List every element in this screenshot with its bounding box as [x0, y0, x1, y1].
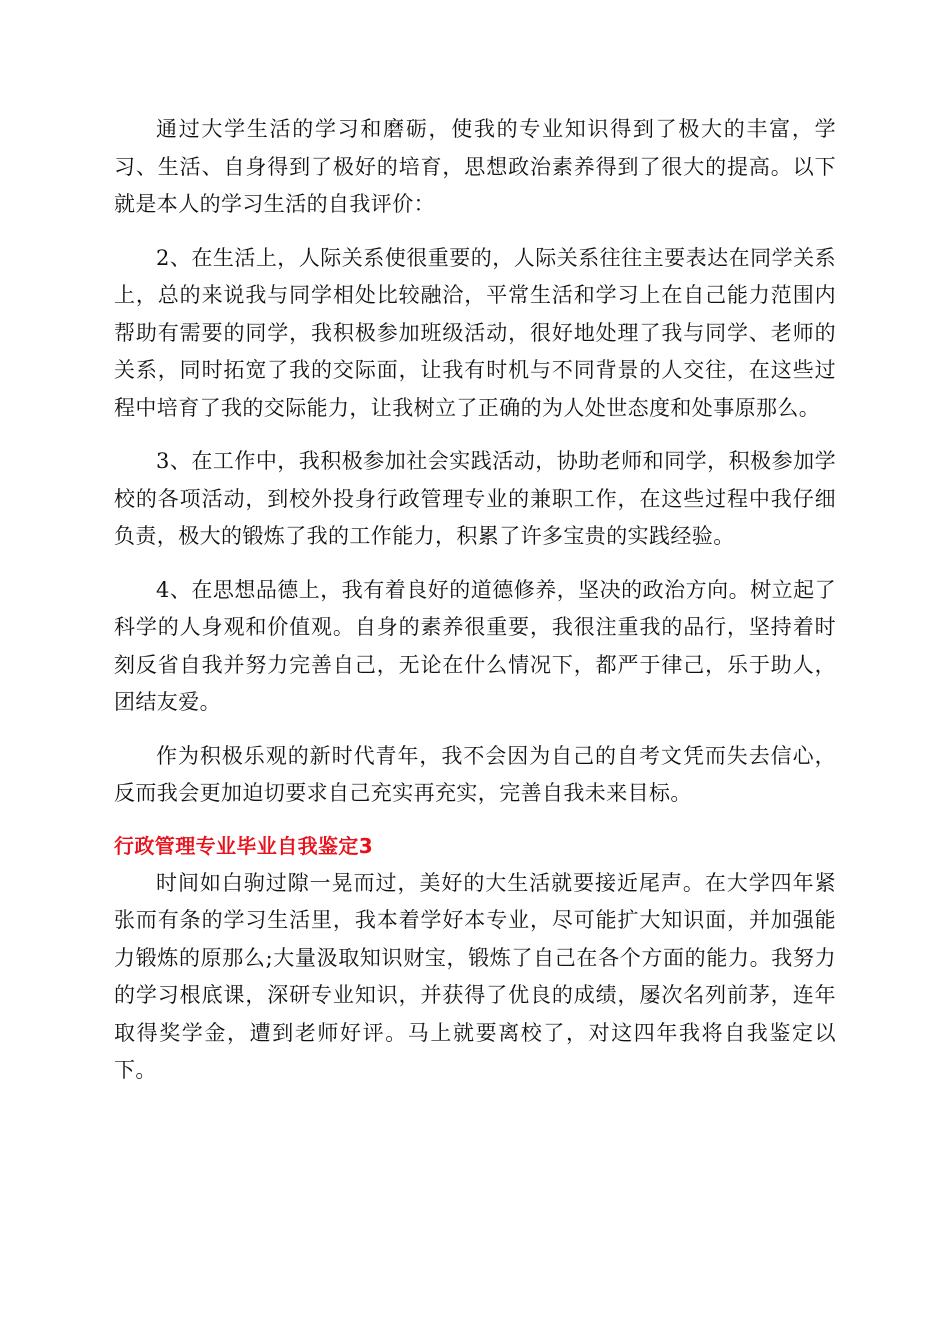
paragraph-work: 3、在工作中，我积极参加社会实践活动，协助老师和同学，积极参加学校的各项活动，到校外投身行政管理专业的兼职工作，在这些过程中我仔细负责，极大的锻炼了我的工作能力，积累了许多宝贵的实践经验。	[114, 449, 836, 548]
paragraph-section-intro: 时间如白驹过隙一晃而过，美好的大生活就要接近尾声。在大学四年紧张而有条的学习生活里，我本着学好本专业，尽可能扩大知识面，并加强能力锻炼的原那么;大量汲取知识财宝，锻炼了自己在各个方面的能力。我努力的学习根底课，深研专业知识，并获得了优良的成绩，屡次名列前茅，连年取得奖学金，遭到老师好评。马上就要离校了，对这四年我将自我鉴定以下。	[114, 870, 836, 1082]
section-heading: 行政管理专业毕业自我鉴定3	[114, 833, 374, 858]
paragraph-outlook: 作为积极乐观的新时代青年，我不会因为自己的自考文凭而失去信心，反而我会更加迫切要求自己充实再充实，完善自我未来目标。	[114, 743, 836, 805]
document-body	[114, 111, 836, 1090]
paragraph-morality: 4、在思想品德上，我有着良好的道德修养，坚决的政治方向。树立起了科学的人身观和价值观。自身的素养很重要，我很注重我的品行，坚持着时刻反省自我并努力完善自己，无论在什么情况下，都严于律己，乐于助人，团结友爱。	[114, 577, 836, 714]
paragraph-life: 2、在生活上，人际关系使很重要的，人际关系往往主要表达在同学关系上，总的来说我与同学相处比较融洽，平常生活和学习上在自己能力范围内帮助有需要的同学，我积极参加班级活动，很好地处理了我与同学、老师的关系，同时拓宽了我的交际面，让我有时机与不同背景的人交往，在这些过程中培育了我的交际能力，让我树立了正确的为人处世态度和处事原那么。	[114, 245, 836, 420]
paragraph-intro: 通过大学生活的学习和磨砺，使我的专业知识得到了极大的丰富，学习、生活、自身得到了极好的培育，思想政治素养得到了很大的提高。以下就是本人的学习生活的自我评价：	[114, 117, 836, 216]
